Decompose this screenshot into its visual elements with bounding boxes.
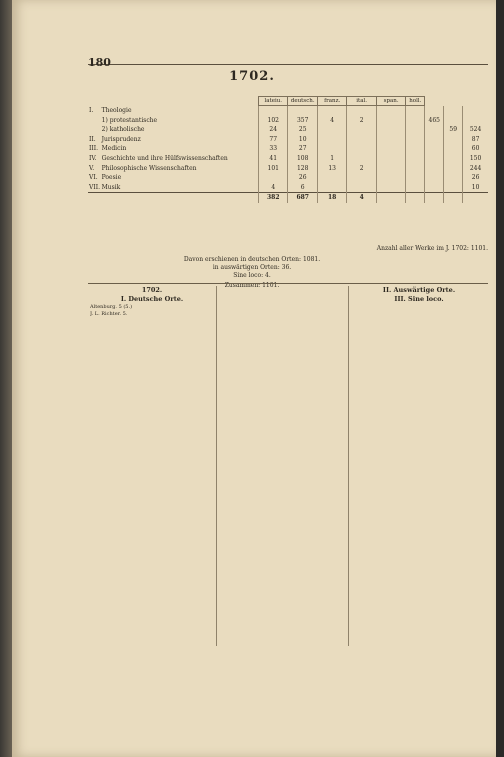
summary-total: Zusammen: 1101. [224,282,280,289]
row-count-cell [425,125,444,135]
row-count-cell [406,125,425,135]
row-count-cell [347,154,376,164]
row-category-label: Poesie [101,174,122,182]
row-count-cell: 102 [259,116,288,126]
row-count-cell: 60 [463,144,488,154]
header-rule [88,64,488,65]
row-count-cell: 2 [347,116,376,126]
statistics-table [88,96,488,203]
row-count-cell [463,116,488,126]
list-item: J. L. Richter. 5. [90,311,128,318]
summary-line: Davon erschienen in deutschen Orten: 1081. [183,256,321,263]
row-roman-numeral: V. [89,164,95,172]
row-category-label: Musik [101,183,121,191]
column-divider [348,286,349,646]
row-count-cell: 59 [444,125,463,135]
row-count-cell: 26 [463,173,488,183]
row-count-cell [444,154,463,164]
row-count-cell [425,173,444,183]
row-count-cell [444,164,463,174]
row-count-cell [444,183,463,193]
row-category-label: 2) katholische [101,126,145,134]
places-column-1 [90,286,214,319]
row-count-cell [317,144,346,154]
table-row [88,183,488,193]
row-count-cell: 6 [288,183,317,193]
row-count-cell: 4 [259,183,288,193]
total-cell [444,193,463,203]
row-count-cell: 10 [288,135,317,145]
row-count-cell [376,173,405,183]
total-cell: 687 [288,193,317,203]
row-count-cell [444,173,463,183]
row-count-cell: 244 [463,164,488,174]
row-count-cell: 101 [259,164,288,174]
row-category-label: Philosophische Wissenschaften [101,164,197,172]
row-count-cell [406,106,425,116]
total-works-note: Anzahl aller Werke im J. 1702: 1101. [376,245,488,252]
header-dutch: holl. [406,97,425,106]
row-count-cell: 108 [288,154,317,164]
row-category-label: Theologie [101,106,132,114]
row-count-cell [376,183,405,193]
page-gutter [0,0,12,757]
row-count-cell [425,144,444,154]
row-count-cell: 24 [259,125,288,135]
row-count-cell: 87 [463,135,488,145]
list-item: Altenburg. 5 (5.) [90,304,133,310]
row-count-cell: 27 [288,144,317,154]
table-row [88,116,488,126]
table-header-row [88,97,488,106]
row-roman-numeral: VI. [89,174,98,182]
column-year-heading: 1702. [141,286,163,294]
header-spanish: span. [376,97,405,106]
row-count-cell [317,135,346,145]
table-totals-row [88,193,488,203]
row-count-cell [376,125,405,135]
row-count-cell [347,125,376,135]
row-count-cell [406,164,425,174]
row-count-cell [347,106,376,116]
total-cell: 18 [317,193,346,203]
row-count-cell [444,116,463,126]
total-cell [425,193,444,203]
row-count-cell [317,173,346,183]
total-cell: 382 [259,193,288,203]
row-count-cell: 4 [317,116,346,126]
page-number: 180 [88,56,111,69]
row-roman-numeral: II. [89,135,96,143]
table-row [88,106,488,116]
table-row [88,164,488,174]
row-category-label: 1) protestantische [101,116,158,124]
row-count-cell: 1 [317,154,346,164]
header-german: deutsch. [288,97,317,106]
row-count-cell [444,144,463,154]
row-category-label: Geschichte und ihre Hülfswissenschaften [101,154,228,162]
header-italian: ital. [347,97,376,106]
row-count-cell [444,135,463,145]
row-count-cell [376,154,405,164]
row-roman-numeral: IV. [89,154,97,162]
header-french: franz. [317,97,346,106]
table-row [88,135,488,145]
section-heading-sine-loco: III. Sine loco. [394,295,444,303]
year-title: 1702. [229,69,275,84]
row-count-cell: 26 [288,173,317,183]
row-count-cell [376,106,405,116]
table-row [88,125,488,135]
summary-block [0,256,504,290]
row-roman-numeral: I. [89,106,94,114]
row-count-cell [406,173,425,183]
table-row [88,154,488,164]
row-count-cell [406,183,425,193]
column-divider [216,286,217,646]
total-cell [463,193,488,203]
row-roman-numeral [88,125,101,135]
row-count-cell: 13 [317,164,346,174]
row-count-cell [376,144,405,154]
row-count-cell [425,135,444,145]
summary-line: Sine loco: 4. [233,272,271,279]
summary-line: in auswärtigen Orten: 36. [212,264,292,271]
row-count-cell [317,106,346,116]
row-count-cell [317,183,346,193]
row-count-cell [425,154,444,164]
row-count-cell [406,154,425,164]
row-count-cell [425,164,444,174]
row-count-cell [376,135,405,145]
section-rule [88,283,488,284]
row-roman-numeral [88,116,101,126]
row-count-cell: 128 [288,164,317,174]
row-category-label: Medicin [101,145,127,153]
row-count-cell [406,135,425,145]
row-count-cell: 10 [463,183,488,193]
row-count-cell: 150 [463,154,488,164]
row-count-cell [376,164,405,174]
row-count-cell [317,125,346,135]
row-count-cell [259,106,288,116]
row-count-cell: 357 [288,116,317,126]
total-cell [376,193,405,203]
row-count-cell: 77 [259,135,288,145]
total-cell: 4 [347,193,376,203]
row-category-label: Jurisprudenz [101,135,141,143]
row-count-cell [406,144,425,154]
row-count-cell: 25 [288,125,317,135]
row-count-cell [347,144,376,154]
section-heading-german-places: I. Deutsche Orte. [120,295,184,303]
row-count-cell [376,116,405,126]
row-count-cell [347,135,376,145]
row-count-cell: 41 [259,154,288,164]
row-count-cell [425,183,444,193]
row-count-cell [259,173,288,183]
row-count-cell: 2 [347,164,376,174]
row-count-cell: 524 [463,125,488,135]
row-count-cell [288,106,317,116]
total-cell [406,193,425,203]
table-row [88,173,488,183]
row-count-cell [347,173,376,183]
row-count-cell: 33 [259,144,288,154]
row-roman-numeral: VII. [89,183,100,191]
row-count-cell [444,106,463,116]
row-count-cell [406,116,425,126]
row-count-cell: 465 [425,116,444,126]
table-row [88,144,488,154]
section-heading-foreign-places: II. Auswärtige Orte. [382,286,456,294]
row-count-cell [347,183,376,193]
places-column-3 [350,286,488,304]
row-roman-numeral: III. [89,145,99,153]
row-count-cell [425,106,444,116]
header-latin: lateiu. [259,97,288,106]
row-count-cell [463,106,488,116]
